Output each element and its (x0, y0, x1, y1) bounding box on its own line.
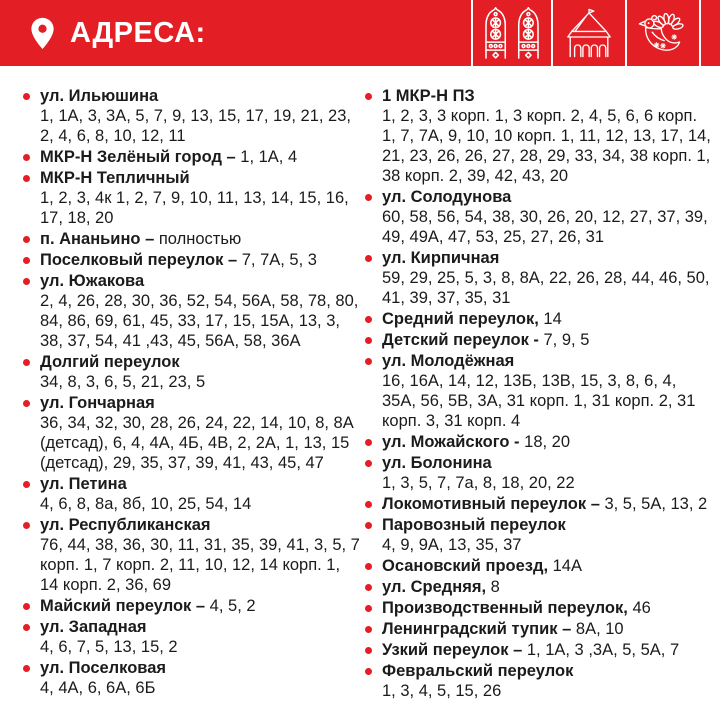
street-name: Узкий переулок – (382, 641, 527, 659)
street-name: Паровозный переулок (382, 516, 566, 534)
kremlin-tower-cell (551, 0, 625, 66)
header-bar (0, 0, 720, 66)
address-item (362, 577, 712, 597)
street-name: Осановский проезд, (382, 557, 553, 575)
street-name: Долгий переулок (40, 353, 180, 371)
folk-bird-cell (625, 0, 701, 66)
bullet-dot-icon (23, 93, 30, 100)
house-numbers: 46 (632, 599, 651, 617)
street-name: Ленинградский тупик – (382, 620, 576, 638)
bullet-dot-icon (23, 400, 30, 407)
address-item (20, 229, 362, 249)
street-name: п. Ананьино – (40, 230, 159, 248)
bullet-dot-icon (365, 255, 372, 262)
bullet-dot-icon (365, 626, 372, 633)
bullet-dot-icon (23, 522, 30, 529)
house-numbers: полностью (158, 230, 242, 248)
street-name: 1 МКР-Н ПЗ (382, 87, 475, 105)
house-numbers: 7, 9, 5 (543, 331, 590, 349)
address-item (362, 556, 712, 576)
address-item (20, 617, 362, 657)
address-item (362, 619, 712, 639)
header-ornaments (471, 0, 701, 66)
bullet-dot-icon (365, 605, 372, 612)
street-name: ул. Поселковая (40, 659, 167, 677)
street-name: ул. Западная (40, 618, 147, 636)
kremlin-tower-icon (561, 5, 617, 61)
address-item (20, 515, 362, 595)
house-numbers: 4, 6, 8, 8а, 8б, 10, 25, 54, 14 (40, 495, 252, 513)
house-numbers: 1, 1А, 4 (240, 148, 298, 166)
location-pin-icon (30, 17, 55, 50)
street-name: ул. Кирпичная (382, 249, 500, 267)
bullet-dot-icon (365, 194, 372, 201)
house-numbers: 4, 5, 2 (209, 597, 256, 615)
ornament-towers-icon (481, 7, 543, 59)
house-numbers: 14А (552, 557, 582, 575)
address-item (362, 248, 712, 308)
street-name: МКР-Н Тепличный (40, 169, 190, 187)
bullet-dot-icon (23, 624, 30, 631)
house-numbers: 1, 2, 3, 3 корп. 1, 3 корп. 2, 4, 5, 6, 6 корп. 1, 7, 7А, 9, 10, 10 корп. 1, 11, 12, 13, 17, 14, 21, 23, 26, 26, 27, 28, 29, 33, 34, 38 корп. 1, 38 корп. 2, 39, 42, 43, 20 (382, 107, 711, 185)
street-name: ул. Можайского - (382, 433, 525, 451)
house-numbers: 7, 7А, 5, 3 (241, 251, 317, 269)
address-item (362, 598, 712, 618)
street-name: ул. Петина (40, 475, 127, 493)
house-numbers: 16, 16А, 14, 12, 13Б, 13В, 15, 3, 8, 6, 4, 35А, 56, 5В, 3А, 31 корп. 1, 31 корп. 2, 31 корп. 3, 31 корп. 4 (382, 372, 696, 430)
house-numbers: 18, 20 (524, 433, 571, 451)
house-numbers: 34, 8, 3, 6, 5, 21, 23, 5 (40, 373, 206, 391)
street-name: ул. Болонина (382, 454, 492, 472)
street-name: ул. Южакова (40, 272, 145, 290)
address-item (362, 86, 712, 186)
street-name: Поселковый переулок – (40, 251, 242, 269)
address-item (20, 147, 362, 167)
address-column-right (362, 86, 712, 702)
house-numbers: 76, 44, 38, 36, 30, 11, 31, 35, 39, 41, 3, 5, 7 корп. 1, 7 корп. 2, 11, 10, 12, 14 корп. 1, 14 корп. 2, 36, 69 (40, 536, 360, 594)
street-name: Детский переулок - (382, 331, 544, 349)
bullet-dot-icon (23, 481, 30, 488)
house-numbers: 4, 6, 7, 5, 13, 15, 2 (40, 638, 178, 656)
page-title: АДРЕСА: (70, 16, 206, 49)
bullet-dot-icon (23, 603, 30, 610)
address-item (362, 661, 712, 701)
house-numbers: 4, 9, 9А, 13, 35, 37 (382, 536, 522, 554)
address-item (20, 596, 362, 616)
house-numbers: 1, 3, 4, 5, 15, 26 (382, 682, 502, 700)
house-numbers: 59, 29, 25, 5, 3, 8, 8А, 22, 26, 28, 44, 46, 50, 41, 39, 37, 35, 31 (382, 269, 710, 307)
house-numbers: 2, 4, 26, 28, 30, 36, 52, 54, 56А, 58, 78, 80, 84, 86, 69, 61, 45, 33, 17, 15, 15А, 13, 3, 38, 37, 54, 41 ,43, 45, 56А, 58, 36А (40, 292, 359, 350)
address-item (362, 351, 712, 431)
address-item (20, 271, 362, 351)
bullet-dot-icon (23, 175, 30, 182)
address-item (362, 309, 712, 329)
address-item (20, 658, 362, 698)
address-item (362, 187, 712, 247)
address-item (20, 86, 362, 146)
house-numbers: 1, 3, 5, 7, 7а, 8, 18, 20, 22 (382, 474, 575, 492)
bullet-dot-icon (23, 236, 30, 243)
house-numbers: 1, 1А, 3 ,3А, 5, 5А, 7 (526, 641, 680, 659)
address-item (362, 453, 712, 493)
address-item (20, 168, 362, 228)
address-column-left (20, 86, 362, 702)
street-name: ул. Солодунова (382, 188, 512, 206)
house-numbers: 1, 2, 3, 4к 1, 2, 7, 9, 10, 11, 13, 14, 15, 16, 17, 18, 20 (40, 189, 349, 227)
house-numbers: 36, 34, 32, 30, 28, 26, 24, 22, 14, 10, 8, 8А (детсад), 6, 4, 4А, 4Б, 4В, 2, 2А, 1, 13, 15 (детсад), 29, 35, 37, 39, 41, 43, 45, 47 (40, 414, 354, 472)
bullet-dot-icon (365, 647, 372, 654)
folk-bird-icon (635, 7, 691, 59)
bullet-dot-icon (365, 584, 372, 591)
address-item (362, 640, 712, 660)
street-name: ул. Гончарная (40, 394, 155, 412)
house-numbers: 1, 1А, 3, 3А, 5, 7, 9, 13, 15, 17, 19, 21, 23, 2, 4, 6, 8, 10, 12, 11 (40, 107, 351, 145)
bullet-dot-icon (365, 337, 372, 344)
bullet-dot-icon (365, 316, 372, 323)
bullet-dot-icon (23, 154, 30, 161)
address-item (20, 393, 362, 473)
street-name: ул. Молодёжная (382, 352, 515, 370)
house-numbers: 8А, 10 (575, 620, 624, 638)
bullet-dot-icon (23, 278, 30, 285)
bullet-dot-icon (365, 93, 372, 100)
address-item (20, 474, 362, 514)
bullet-dot-icon (365, 439, 372, 446)
bullet-dot-icon (23, 665, 30, 672)
street-name: ул. Ильюшина (40, 87, 159, 105)
street-name: Февральский переулок (382, 662, 574, 680)
street-name: Производственный переулок, (382, 599, 633, 617)
address-list (0, 66, 720, 702)
bullet-dot-icon (365, 668, 372, 675)
bullet-dot-icon (23, 359, 30, 366)
ornament-towers-cell (471, 0, 551, 66)
street-name: МКР-Н Зелёный город – (40, 148, 241, 166)
house-numbers: 60, 58, 56, 54, 38, 30, 26, 20, 12, 27, 37, 39, 49, 49А, 47, 53, 25, 27, 26, 31 (382, 208, 708, 246)
bullet-dot-icon (365, 358, 372, 365)
house-numbers: 14 (543, 310, 562, 328)
street-name: ул. Средняя, (382, 578, 491, 596)
bullet-dot-icon (365, 563, 372, 570)
house-numbers: 4, 4А, 6, 6А, 6Б (40, 679, 156, 697)
header-title-group (0, 0, 206, 66)
street-name: Средний переулок, (382, 310, 544, 328)
address-item (362, 515, 712, 555)
bullet-dot-icon (365, 460, 372, 467)
street-name: ул. Республиканская (40, 516, 211, 534)
house-numbers: 3, 5, 5А, 13, 2 (604, 495, 708, 513)
address-item (20, 352, 362, 392)
address-item (362, 494, 712, 514)
bullet-dot-icon (365, 501, 372, 508)
address-item (20, 250, 362, 270)
address-item (362, 432, 712, 452)
street-name: Локомотивный переулок – (382, 495, 605, 513)
bullet-dot-icon (23, 257, 30, 264)
bullet-dot-icon (365, 522, 372, 529)
address-item (362, 330, 712, 350)
street-name: Майский переулок – (40, 597, 210, 615)
house-numbers: 8 (490, 578, 500, 596)
